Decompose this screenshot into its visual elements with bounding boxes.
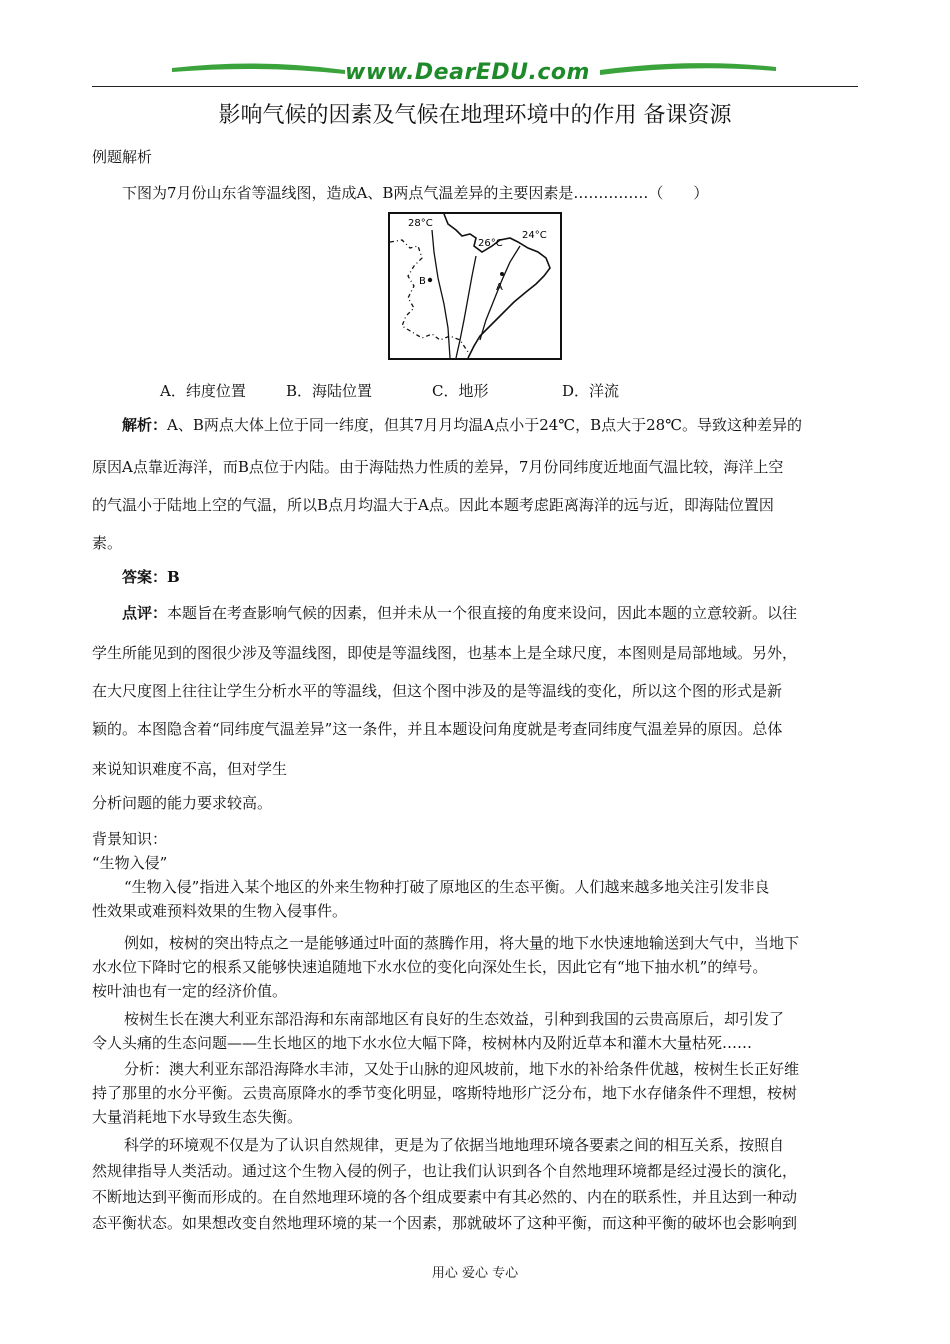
label-28: 28°C <box>408 218 433 229</box>
bg-line-9: 持了那里的水分平衡。云贵高原降水的季节变化明显，喀斯特地形广泛分布，地下水存储条件不理想，桉树 <box>92 1084 798 1102</box>
comment-line-5: 来说知识难度不高，但对学生 <box>92 760 288 778</box>
bg-line-1: “生物入侵”指进入某个地区的外来生物种打破了原地区的生态平衡。人们越来越多地关注引发非良 <box>124 878 770 896</box>
point-a-marker <box>500 272 504 276</box>
label-26: 26°C <box>478 238 503 249</box>
point-b-marker <box>428 278 432 282</box>
answer-line: 答案：B <box>122 568 180 586</box>
bg-line-4: 水水位下降时它的根系又能够快速追随地下水水位的变化向深处生长，因此它有“地下抽水机”的绰号。 <box>92 958 768 976</box>
isotherm-map <box>388 212 562 360</box>
choice-c: C．地形 <box>432 382 489 400</box>
label-point-b: B <box>419 276 426 287</box>
choice-b: B．海陆位置 <box>286 382 373 400</box>
comment-line-4: 颖的。本图隐含着“同纬度气温差异”这一条件，并且本题设问角度就是考查同纬度气温差异的原因。总体 <box>92 720 783 738</box>
section-heading: 例题解析 <box>92 148 153 166</box>
analysis-line-4: 素。 <box>92 534 123 552</box>
analysis-label: 解析： <box>122 416 168 434</box>
bg-line-14: 态平衡状态。如果想改变自然地理环境的某一个因素，那就破坏了这种平衡，而这种平衡的破坏也会影响到 <box>92 1214 798 1232</box>
header-divider <box>92 86 858 87</box>
page-footer: 用心 爱心 专心 <box>431 1266 519 1281</box>
comment-line-1: 点评：本题旨在考查影响气候的因素，但并未从一个很直接的角度来设问，因此本题的立意较新。以往 <box>122 604 798 622</box>
bg-line-11: 科学的环境观不仅是为了认识自然规律，更是为了依据当地地理环境各要素之间的相互关系，按照自 <box>124 1136 785 1154</box>
analysis-line-3: 的气温小于陆地上空的气温，所以B点月均温大于A点。因此本题考虑距离海洋的远与近，即海陆位置因 <box>92 496 774 514</box>
bg-line-10: 大量消耗地下水导致生态失衡。 <box>92 1108 303 1126</box>
bg-line-3: 例如，桉树的突出特点之一是能够通过叶面的蒸腾作用，将大量的地下水快速地输送到大气中，当地下 <box>124 934 800 952</box>
analysis-line-1: 解析：A、B两点大体上位于同一纬度，但其7月月均温A点小于24℃，B点大于28℃。导致这种差异的 <box>122 416 803 434</box>
brand-logo-text[interactable]: www.DearEDU.com <box>345 60 590 85</box>
bg-line-13: 不断地达到平衡而形成的。在自然地理环境的各个组成要素中有其必然的、内在的联系性，并且达到一种动 <box>92 1188 798 1206</box>
comment-line-6: 分析问题的能力要求较高。 <box>92 794 273 812</box>
isotherm-map-svg <box>388 212 562 360</box>
choice-d: D．洋流 <box>562 382 620 400</box>
bg-line-6: 桉树生长在澳大利亚东部沿海和东南部地区有良好的生态效益，引种到我国的云贵高原后，却引发了 <box>124 1010 785 1028</box>
choice-a: A．纬度位置 <box>160 382 246 400</box>
bg-line-12: 然规律指导人类活动。通过这个生物入侵的例子，也让我们认识到各个自然地理环境都是经过漫长的演化， <box>92 1162 798 1180</box>
analysis-line-2: 原因A点靠近海洋，而B点位于内陆。由于海陆热力性质的差异，7月份同纬度近地面气温比较，海洋上空 <box>92 458 784 476</box>
bg-line-5: 桉叶油也有一定的经济价值。 <box>92 982 288 1000</box>
bg-line-8: 分析：澳大利亚东部沿海降水丰沛，又处于山脉的迎风坡前，地下水的补给条件优越，桉树生长正好维 <box>124 1060 800 1078</box>
background-subheading: “生物入侵” <box>92 854 168 872</box>
page-title: 影响气候的因素及气候在地理环境中的作用 备课资源 <box>218 103 732 128</box>
label-point-a: A <box>496 282 503 293</box>
comment-line-3: 在大尺度图上往往让学生分析水平的等温线，但这个图中涉及的是等温线的变化，所以这个图的形式是新 <box>92 682 783 700</box>
question-text: 下图为7月份山东省等温线图，造成A、B两点气温差异的主要因素是……………（ ） <box>122 184 709 202</box>
comment-label: 点评： <box>122 604 168 622</box>
bg-line-7: 令人头痛的生态问题——生长地区的地下水水位大幅下降，桉树林内及附近草本和灌木大量枯死…… <box>92 1034 753 1052</box>
comment-line-2: 学生所能见到的图很少涉及等温线图，即使是等温线图，也基本上是全球尺度，本图则是局部地域。另外， <box>92 644 798 662</box>
label-24: 24°C <box>522 230 547 241</box>
bg-line-2: 性效果或难预料效果的生物入侵事件。 <box>92 902 348 920</box>
background-heading: 背景知识： <box>92 830 168 848</box>
